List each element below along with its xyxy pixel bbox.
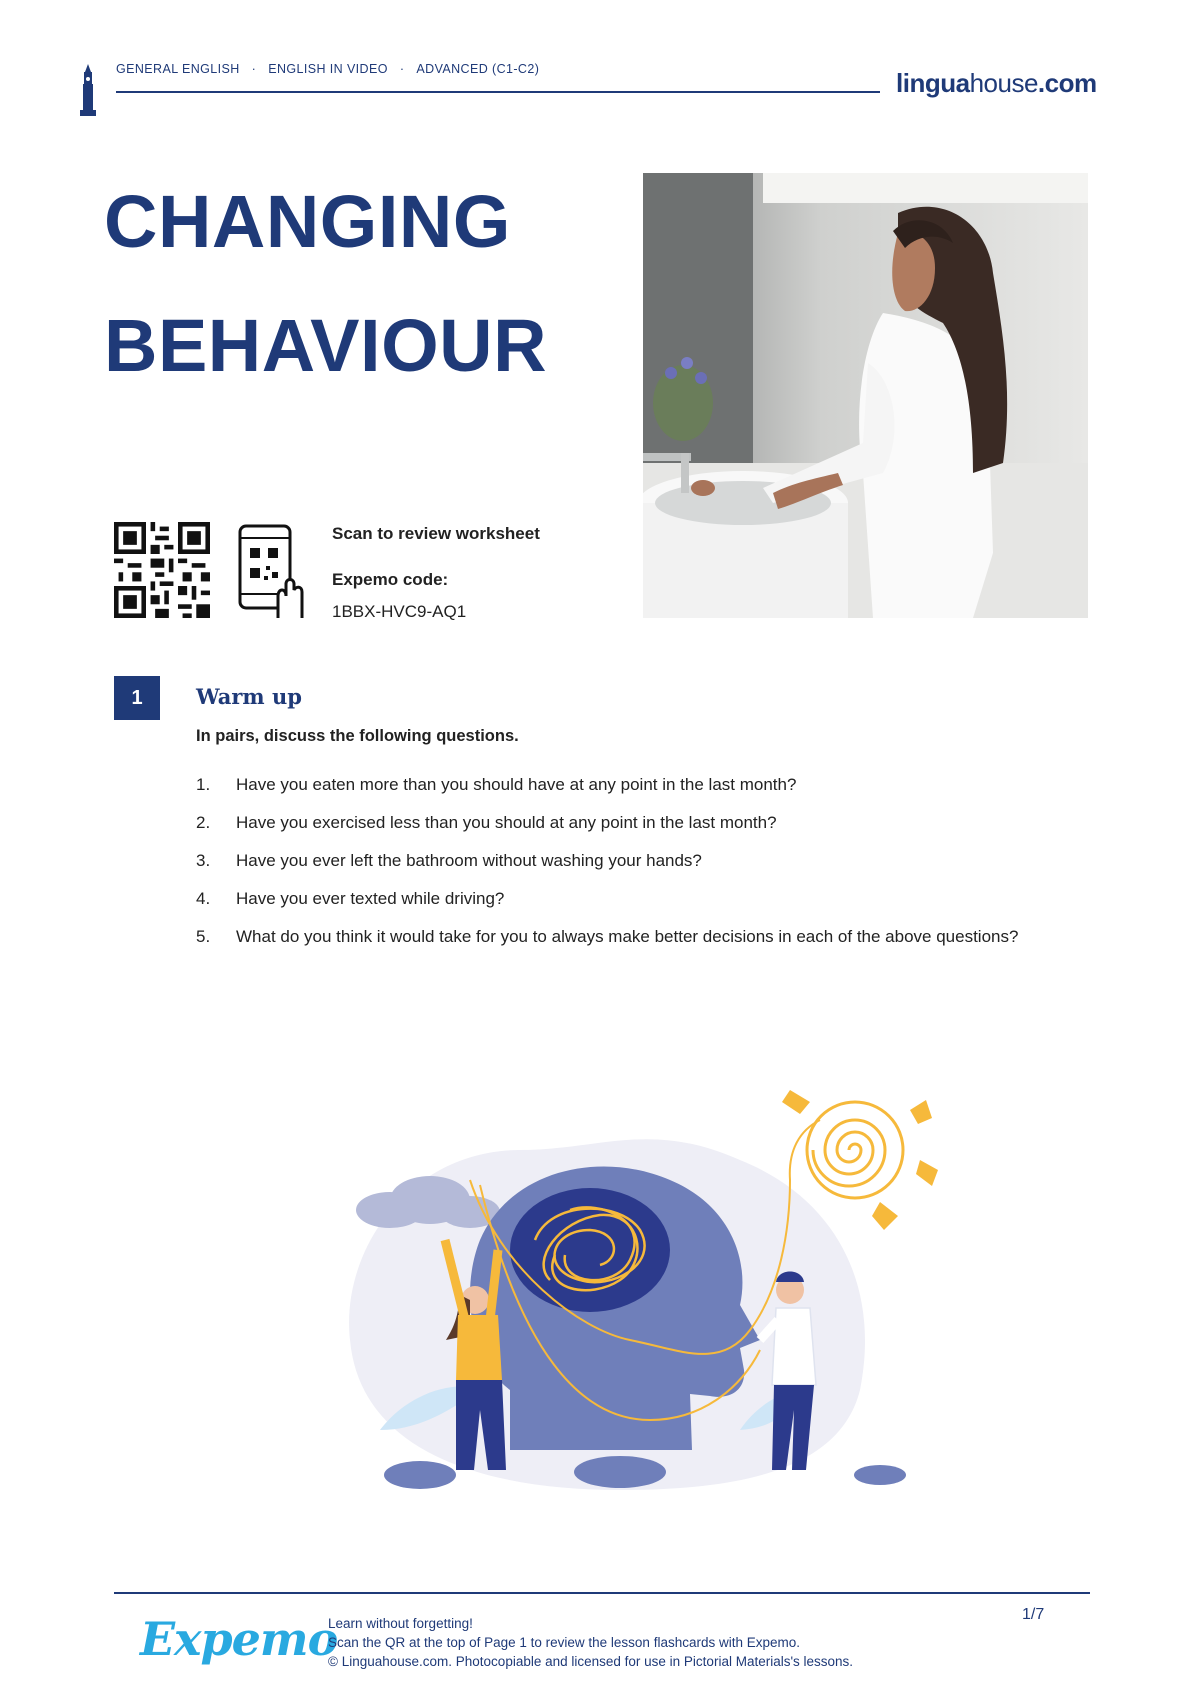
mind-illustration [320, 1090, 940, 1500]
page-title-line-2: BEHAVIOUR [104, 304, 548, 387]
list-item-text: Have you ever texted while driving? [236, 889, 505, 908]
question-list [196, 768, 1090, 958]
qr-code-icon [114, 522, 210, 618]
list-item-number: 1. [196, 775, 211, 794]
breadcrumb [116, 62, 539, 76]
footer-tagline: Learn without forgetting! [328, 1616, 473, 1631]
list-item-text: Have you ever left the bathroom without washing your hands? [236, 851, 702, 870]
list-item-number: 2. [196, 813, 211, 832]
section-number-badge: 1 [114, 676, 160, 720]
list-item-number: 3. [196, 851, 211, 870]
list-item-text: Have you eaten more than you should have at any point in the last month? [236, 775, 797, 794]
expemo-logo: Expemo [140, 1612, 338, 1666]
footer-scan-note: Scan the QR at the top of Page 1 to review the lesson flashcards with Expemo. [328, 1635, 801, 1650]
big-ben-icon [80, 64, 96, 116]
list-item [196, 920, 1090, 953]
list-item [196, 844, 1090, 877]
brand-logo-part-tld: .com [1037, 68, 1097, 98]
list-item-text: What do you think it would take for you to always make better decisions in each of the above questions? [236, 927, 1019, 946]
section-instruction: In pairs, discuss the following questions. [196, 727, 519, 745]
brand-logo-part-house: house [969, 68, 1038, 98]
page-title [104, 160, 664, 408]
breadcrumb-item-level-general: GENERAL ENGLISH [116, 62, 240, 76]
section-title: Warm up [196, 684, 302, 709]
phone-scan-icon [238, 524, 304, 618]
brand-logo-part-lingua: lingua [896, 68, 970, 98]
footer-copyright: © Linguahouse.com. Photocopiable and licensed for use in Pictorial Materials's lessons. [328, 1654, 854, 1669]
list-item [196, 882, 1090, 915]
page-number: 1/7 [1022, 1606, 1045, 1623]
list-item-number: 4. [196, 889, 211, 908]
list-item-text: Have you exercised less than you should at any point in the last month? [236, 813, 777, 832]
expemo-code-label: Expemo code: [332, 570, 449, 589]
breadcrumb-separator: · [399, 62, 405, 76]
breadcrumb-separator: · [251, 62, 257, 76]
list-item [196, 768, 1090, 801]
scan-review-text: Scan to review worksheet [332, 524, 540, 543]
breadcrumb-item-level: ADVANCED (C1-C2) [416, 62, 540, 76]
page-title-line-1: CHANGING [104, 180, 511, 263]
list-item [196, 806, 1090, 839]
header-divider [116, 91, 880, 93]
brand-logo [896, 68, 1097, 99]
footer-divider [114, 1592, 1090, 1594]
list-item-number: 5. [196, 927, 211, 946]
woman-washing-hands-photo [643, 173, 1088, 618]
expemo-code-value: 1BBX-HVC9-AQ1 [332, 602, 467, 621]
breadcrumb-item-category: ENGLISH IN VIDEO [268, 62, 388, 76]
footer-text [328, 1614, 853, 1671]
